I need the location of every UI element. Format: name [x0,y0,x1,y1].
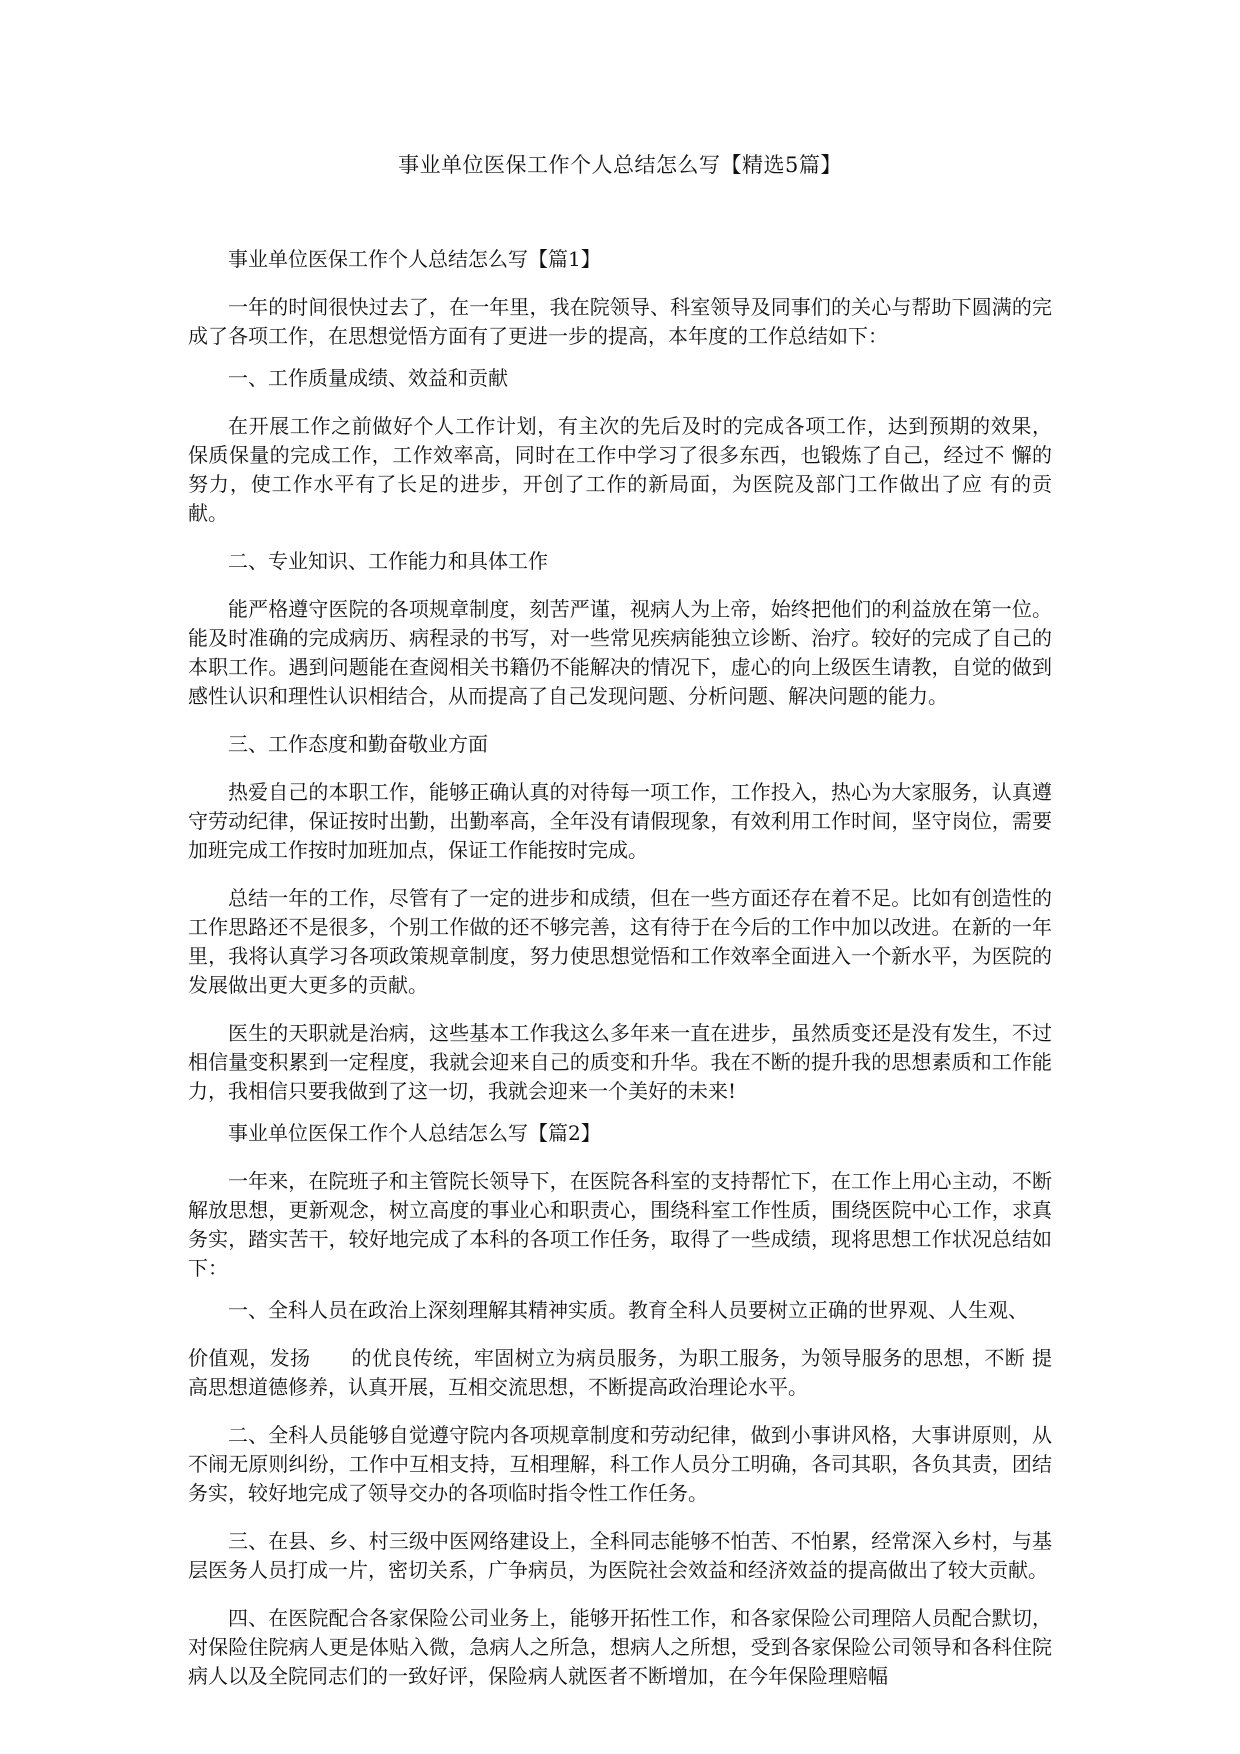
article1-summary2: 医生的天职就是治病，这些基本工作我这么多年来一直在进步，虽然质变还是没有发生，不过相信量变积累到一定程度，我就会迎来自己的质变和升华。我在不断的提升我的思想素质和工作能力，我相信只要我做到了这一切，我就会迎来一个美好的未来! [188,1021,1052,1103]
article1-section1-title: 一、工作质量成绩、效益和贡献 [228,366,508,390]
article2-item1-line2: 价值观，发扬 的优良传统，牢固树立为病员服务，为职工服务，为领导服务的思想，不断 提高思想道德修养，认真开展，互相交流思想，不断提高政治理论水平。 [188,1346,1052,1399]
article2-item2: 二、全科人员能够自觉遵守院内各项规章制度和劳动纪律，做到小事讲风格，大事讲原则，从不闹无原则纠纷，工作中互相支持，互相理解，科工作人员分工明确，各司其职，各负其责，团结务实，较好地完成了领导交办的各项临时指令性工作任务。 [188,1423,1052,1505]
article2-item3: 三、在县、乡、村三级中医网络建设上，全科同志能够不怕苦、不怕累，经常深入乡村，与基层医务人员打成一片，密切关系，广争病员，为医院社会效益和经济效益的提高做出了较大贡献。 [188,1529,1052,1582]
document-title: 事业单位医保工作个人总结怎么写【精选5篇】 [398,153,842,177]
article2-item4: 四、在医院配合各家保险公司业务上，能够开拓性工作，和各家保险公司理陪人员配合默切，对保险住院病人更是体贴入微，急病人之所急，想病人之所想，受到各家保险公司领导和各科住院病人以及全院同志们的一致好评，保险病人就医者不断增加，在今年保险理赔幅 [188,1606,1052,1688]
article2-item1-line1: 一、全科人员在政治上深刻理解其精神实质。教育全科人员要树立正确的世界观、人生观、 [228,1298,1028,1322]
article1-section2-text: 能严格遵守医院的各项规章制度，刻苦严谨，视病人为上帝，始终把他们的利益放在第一位。能及时准确的完成病历、病程录的书写，对一些常见疾病能独立诊断、治疗。较好的完成了自己的本职工作。遇到问题能在查阅相关书籍仍不能解决的情况下，虚心的向上级医生请教，自觉的做到感性认识和理性认识相结合，从而提高了自己发现问题、分析问题、解决问题的能力。 [188,597,1052,708]
document-body [188,245,1052,1710]
article1-section3-title: 三、工作态度和勤奋敬业方面 [228,732,488,756]
article1-section2-title: 二、专业知识、工作能力和具体工作 [228,549,548,573]
article1-heading: 事业单位医保工作个人总结怎么写【篇1】 [228,247,601,271]
article1-section3-text: 热爱自己的本职工作，能够正确认真的对待每一项工作，工作投入，热心为大家服务，认真遵守劳动纪律，保证按时出勤，出勤率高，全年没有请假现象，有效利用工作时间，坚守岗位，需要加班完成工作按时加班加点，保证工作能按时完成。 [188,780,1052,862]
article1-section1-text: 在开展工作之前做好个人工作计划，有主次的先后及时的完成各项工作，达到预期的效果， 保质保量的完成工作，工作效率高，同时在工作中学习了很多东西，也锻炼了自己，经过不 懈的努力，使工作水平有了长足的进步，开创了工作的新局面，为医院及部门工作做出了应 有的贡献。 [188,414,1052,525]
article1-summary1: 总结一年的工作，尽管有了一定的进步和成绩，但在一些方面还存在着不足。比如有创造性的工作思路还不是很多，个别工作做的还不够完善，这有待于在今后的工作中加以改进。在新的一年里，我将认真学习各项政策规章制度，努力使思想觉悟和工作效率全面进入一个新水平，为医院的发展做出更大更多的贡献。 [188,886,1052,997]
article1-intro: 一年的时间很快过去了，在一年里，我在院领导、科室领导及同事们的关心与帮助下圆满的完成了各项工作，在思想觉悟方面有了更进一步的提高，本年度的工作总结如下： [188,295,1052,348]
article2-heading: 事业单位医保工作个人总结怎么写【篇2】 [228,1121,601,1145]
article2-intro: 一年来，在院班子和主管院长领导下，在医院各科室的支持帮忙下，在工作上用心主动，不断解放思想，更新观念，树立高度的事业心和职责心，围绕科室工作性质，围绕医院中心工作，求真务实，踏实苦干，较好地完成了本科的各项工作任务，取得了一些成绩，现将思想工作状况总结如下： [188,1169,1052,1280]
